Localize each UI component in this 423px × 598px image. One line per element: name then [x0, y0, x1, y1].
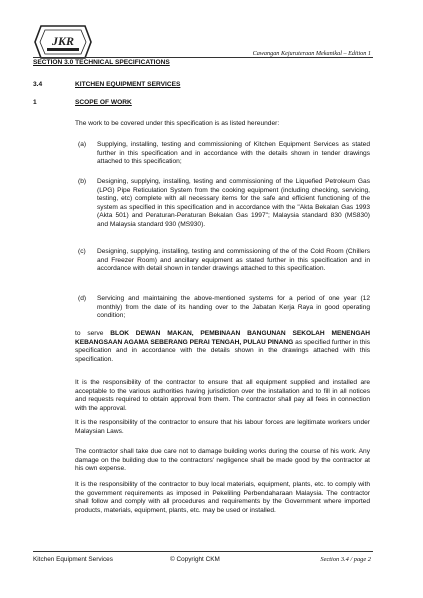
- item-letter: (c): [78, 248, 86, 255]
- intro-text: The work to be covered under this specification is as listed hereunder:: [75, 120, 280, 127]
- item-text: Servicing and maintaining the above-mentioned systems for a period of one year (12 monthly) from the date of its handing over to the Jabatan Kerja Raya in good operating condition;: [97, 295, 370, 320]
- jkr-logo: [33, 22, 93, 62]
- paragraph-damage: The contractor shall take due care not to damage building works during the course of his work. Any damage on the building due to the contractors' negligence shall be made good by the contractor at his own expense.: [75, 448, 370, 473]
- svg-text:JKR: JKR: [51, 34, 75, 48]
- footer-copyright: © Copyright CKM: [170, 556, 220, 563]
- serve-paragraph: [75, 330, 370, 364]
- item-text: Supplying, installing, testing and commissioning of Kitchen Equipment Services as stated further in this specification and in accordance with the details shown in tender drawings attached to this specification;: [97, 141, 370, 166]
- header-divider: [33, 57, 373, 58]
- paragraph-labour: It is the responsibility of the contractor to ensure that his labour forces are legitimate workers under Malaysian Laws.: [75, 419, 370, 435]
- scope-number: 1: [33, 99, 37, 106]
- footer-left: Kitchen Equipment Services: [33, 556, 113, 563]
- item-letter: (b): [78, 178, 87, 185]
- footer-divider: [33, 551, 373, 552]
- section-title: SECTION 3.0 TECHNICAL SPECIFICATIONS: [33, 59, 170, 66]
- subsection-title: KITCHEN EQUIPMENT SERVICES: [75, 81, 181, 88]
- serve-prefix: to serve: [75, 330, 111, 337]
- item-letter: (a): [78, 141, 87, 148]
- paragraph-materials: It is the responsibility of the contractor to buy local materials, equipment, plants, etc. to comply with the government requirements as imposed in Pekeliling Perbendaharaan Malaysia. The contractor shall follow and comply with all procedures and requirements by the Government where imported products, materials, equipment, plants, etc. may be used or installed.: [75, 481, 370, 514]
- scope-title: SCOPE OF WORK: [75, 99, 132, 106]
- footer-page-number: Section 3.4 / page 2: [320, 556, 371, 563]
- serve-suffix: as specified further in this specification and in accordance with the details shown in the drawings attached with this specification.: [75, 338, 370, 363]
- item-text: Designing, supplying, installing, testing and commissioning of the Liquefied Petroleum Gas (LPG) Pipe Reticulation System from the cooking equipment (including checking, servicing, testing, etc) complete with all necessary items for the safe and efficient functioning of the system as specified in this specification and in accordance with the "Akta Bekalan Gas 1993 (Akta 501) and Peraturan-Peraturan Bekalan Gas 1997"; Malaysia standard 830 (MS830) and Malaysia standard 930 (MS930).: [97, 178, 370, 228]
- header-department: Cawangan Kejuruteraan Mekanikal – Edition 1: [252, 50, 371, 57]
- project-name: BLOK DEWAN MAKAN, PEMBINAAN BANGUNAN SEKOLAH MENENGAH KEBANGSAAN AGAMA SEBERANG PERAI TENGAH, PULAU PINANG: [75, 330, 370, 346]
- paragraph-approval: It is the responsibility of the contractor to ensure that all equipment supplied and installed are acceptable to the various authorities having jurisdiction over the installation and to fill in all notices and requests required to obtain approval from them. The contractor shall pay all fees in connection with the approval.: [75, 379, 370, 412]
- item-letter: (d): [78, 295, 87, 302]
- item-text: Designing, supplying, installing, testing and commissioning of the of the Cold Room (Chillers and Freezer Room) and ancillary equipment as stated further in this specification and in accordance with detail shown in tender drawings attached to this specification.: [97, 248, 370, 273]
- subsection-number: 3.4: [33, 81, 43, 88]
